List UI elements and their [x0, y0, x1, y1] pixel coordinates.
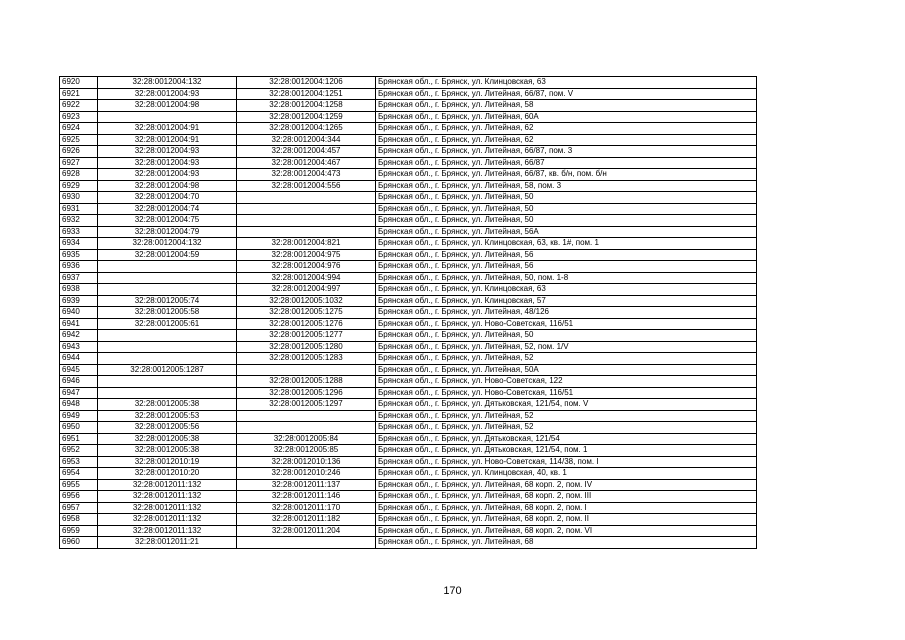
- object-cadastral-number-cell: 32:28:0012004:821: [237, 238, 376, 250]
- address-cell: Брянская обл., г. Брянск, ул. Литейная, 60А: [376, 111, 757, 123]
- object-cadastral-number-cell: 32:28:0012004:1206: [237, 77, 376, 89]
- cadastral-number-cell: 32:28:0012004:98: [98, 100, 237, 112]
- object-cadastral-number-cell: [237, 215, 376, 227]
- object-cadastral-number-cell: 32:28:0012011:170: [237, 502, 376, 514]
- object-cadastral-number-cell: 32:28:0012011:146: [237, 491, 376, 503]
- address-cell: Брянская обл., г. Брянск, ул. Литейная, 68 корп. 2, пом. II: [376, 514, 757, 526]
- object-cadastral-number-cell: 32:28:0012004:473: [237, 169, 376, 181]
- address-cell: Брянская обл., г. Брянск, ул. Литейная, 68 корп. 2, пом. VI: [376, 525, 757, 537]
- table-row: [60, 341, 757, 353]
- cadastral-number-cell: [98, 376, 237, 388]
- cadastral-number-cell: 32:28:0012004:93: [98, 146, 237, 158]
- table-row: [60, 169, 757, 181]
- row-number-cell: 6954: [60, 468, 98, 480]
- row-number-cell: 6947: [60, 387, 98, 399]
- row-number-cell: 6937: [60, 272, 98, 284]
- row-number-cell: 6922: [60, 100, 98, 112]
- address-cell: Брянская обл., г. Брянск, ул. Литейная, 68 корп. 2, пом. I: [376, 502, 757, 514]
- cadastral-number-cell: 32:28:0012005:38: [98, 399, 237, 411]
- row-number-cell: 6944: [60, 353, 98, 365]
- table-row: [60, 238, 757, 250]
- row-number-cell: 6936: [60, 261, 98, 273]
- address-cell: Брянская обл., г. Брянск, ул. Литейная, 68 корп. 2, пом. III: [376, 491, 757, 503]
- cadastral-number-cell: 32:28:0012011:132: [98, 491, 237, 503]
- row-number-cell: 6956: [60, 491, 98, 503]
- table-row: [60, 399, 757, 411]
- row-number-cell: 6928: [60, 169, 98, 181]
- cadastral-number-cell: 32:28:0012004:93: [98, 157, 237, 169]
- cadastral-number-cell: 32:28:0012011:132: [98, 479, 237, 491]
- table-row: [60, 525, 757, 537]
- object-cadastral-number-cell: 32:28:0012005:1275: [237, 307, 376, 319]
- row-number-cell: 6942: [60, 330, 98, 342]
- row-number-cell: 6934: [60, 238, 98, 250]
- table-row: [60, 491, 757, 503]
- object-cadastral-number-cell: 32:28:0012005:1032: [237, 295, 376, 307]
- address-cell: Брянская обл., г. Брянск, ул. Литейная, 58: [376, 100, 757, 112]
- address-cell: Брянская обл., г. Брянск, ул. Литейная, 68: [376, 537, 757, 549]
- table-row: [60, 307, 757, 319]
- registry-table-container: [59, 76, 757, 549]
- cadastral-number-cell: 32:28:0012010:20: [98, 468, 237, 480]
- row-number-cell: 6946: [60, 376, 98, 388]
- row-number-cell: 6945: [60, 364, 98, 376]
- object-cadastral-number-cell: 32:28:0012010:136: [237, 456, 376, 468]
- cadastral-number-cell: 32:28:0012011:21: [98, 537, 237, 549]
- object-cadastral-number-cell: 32:28:0012004:344: [237, 134, 376, 146]
- table-row: [60, 261, 757, 273]
- cadastral-number-cell: [98, 111, 237, 123]
- row-number-cell: 6938: [60, 284, 98, 296]
- object-cadastral-number-cell: 32:28:0012004:975: [237, 249, 376, 261]
- object-cadastral-number-cell: [237, 537, 376, 549]
- address-cell: Брянская обл., г. Брянск, ул. Ново-Советская, 122: [376, 376, 757, 388]
- address-cell: Брянская обл., г. Брянск, ул. Клинцовская, 63: [376, 77, 757, 89]
- object-cadastral-number-cell: 32:28:0012004:1258: [237, 100, 376, 112]
- cadastral-number-cell: 32:28:0012004:132: [98, 238, 237, 250]
- row-number-cell: 6950: [60, 422, 98, 434]
- object-cadastral-number-cell: 32:28:0012010:246: [237, 468, 376, 480]
- row-number-cell: 6958: [60, 514, 98, 526]
- address-cell: Брянская обл., г. Брянск, ул. Клинцовская, 40, кв. 1: [376, 468, 757, 480]
- row-number-cell: 6959: [60, 525, 98, 537]
- row-number-cell: 6931: [60, 203, 98, 215]
- row-number-cell: 6927: [60, 157, 98, 169]
- table-row: [60, 514, 757, 526]
- cadastral-number-cell: 32:28:0012004:93: [98, 169, 237, 181]
- address-cell: Брянская обл., г. Брянск, ул. Дятьковская, 121/54, пом. V: [376, 399, 757, 411]
- cadastral-number-cell: 32:28:0012005:38: [98, 445, 237, 457]
- row-number-cell: 6960: [60, 537, 98, 549]
- cadastral-number-cell: 32:28:0012005:53: [98, 410, 237, 422]
- object-cadastral-number-cell: 32:28:0012011:204: [237, 525, 376, 537]
- row-number-cell: 6939: [60, 295, 98, 307]
- cadastral-number-cell: 32:28:0012004:132: [98, 77, 237, 89]
- table-row: [60, 249, 757, 261]
- cadastral-number-cell: 32:28:0012011:132: [98, 525, 237, 537]
- cadastral-number-cell: 32:28:0012011:132: [98, 502, 237, 514]
- table-row: [60, 203, 757, 215]
- cadastral-number-cell: 32:28:0012004:91: [98, 123, 237, 135]
- table-row: [60, 433, 757, 445]
- object-cadastral-number-cell: 32:28:0012004:556: [237, 180, 376, 192]
- row-number-cell: 6940: [60, 307, 98, 319]
- table-row: [60, 456, 757, 468]
- address-cell: Брянская обл., г. Брянск, ул. Литейная, 66/87, кв. б/н, пом. б/н: [376, 169, 757, 181]
- row-number-cell: 6948: [60, 399, 98, 411]
- cadastral-number-cell: [98, 330, 237, 342]
- address-cell: Брянская обл., г. Брянск, ул. Литейная, 66/87: [376, 157, 757, 169]
- table-row: [60, 111, 757, 123]
- cadastral-number-cell: 32:28:0012004:93: [98, 88, 237, 100]
- address-cell: Брянская обл., г. Брянск, ул. Литейная, 66/87, пом. 3: [376, 146, 757, 158]
- address-cell: Брянская обл., г. Брянск, ул. Литейная, 56: [376, 261, 757, 273]
- cadastral-number-cell: 32:28:0012004:91: [98, 134, 237, 146]
- address-cell: Брянская обл., г. Брянск, ул. Литейная, 56: [376, 249, 757, 261]
- row-number-cell: 6924: [60, 123, 98, 135]
- cadastral-number-cell: 32:28:0012004:98: [98, 180, 237, 192]
- table-row: [60, 376, 757, 388]
- table-row: [60, 353, 757, 365]
- object-cadastral-number-cell: 32:28:0012004:976: [237, 261, 376, 273]
- object-cadastral-number-cell: [237, 192, 376, 204]
- cadastral-number-cell: 32:28:0012004:79: [98, 226, 237, 238]
- object-cadastral-number-cell: 32:28:0012005:1280: [237, 341, 376, 353]
- cadastral-number-cell: [98, 284, 237, 296]
- cadastral-number-cell: 32:28:0012004:59: [98, 249, 237, 261]
- cadastral-number-cell: 32:28:0012005:56: [98, 422, 237, 434]
- address-cell: Брянская обл., г. Брянск, ул. Литейная, 52: [376, 353, 757, 365]
- registry-table: [59, 76, 757, 549]
- table-row: [60, 272, 757, 284]
- object-cadastral-number-cell: 32:28:0012004:997: [237, 284, 376, 296]
- address-cell: Брянская обл., г. Брянск, ул. Ново-Советская, 116/51: [376, 387, 757, 399]
- row-number-cell: 6953: [60, 456, 98, 468]
- table-row: [60, 180, 757, 192]
- row-number-cell: 6955: [60, 479, 98, 491]
- row-number-cell: 6951: [60, 433, 98, 445]
- cadastral-number-cell: [98, 341, 237, 353]
- object-cadastral-number-cell: 32:28:0012005:1296: [237, 387, 376, 399]
- object-cadastral-number-cell: 32:28:0012004:467: [237, 157, 376, 169]
- table-row: [60, 88, 757, 100]
- row-number-cell: 6932: [60, 215, 98, 227]
- address-cell: Брянская обл., г. Брянск, ул. Литейная, 62: [376, 134, 757, 146]
- object-cadastral-number-cell: 32:28:0012011:182: [237, 514, 376, 526]
- address-cell: Брянская обл., г. Брянск, ул. Литейная, 48/126: [376, 307, 757, 319]
- table-row: [60, 77, 757, 89]
- table-row: [60, 295, 757, 307]
- row-number-cell: 6943: [60, 341, 98, 353]
- row-number-cell: 6930: [60, 192, 98, 204]
- table-row: [60, 502, 757, 514]
- address-cell: Брянская обл., г. Брянск, ул. Литейная, 50: [376, 330, 757, 342]
- address-cell: Брянская обл., г. Брянск, ул. Литейная, 50, пом. 1-8: [376, 272, 757, 284]
- object-cadastral-number-cell: 32:28:0012011:137: [237, 479, 376, 491]
- table-row: [60, 387, 757, 399]
- row-number-cell: 6952: [60, 445, 98, 457]
- table-row: [60, 422, 757, 434]
- table-row: [60, 330, 757, 342]
- table-row: [60, 318, 757, 330]
- address-cell: Брянская обл., г. Брянск, ул. Клинцовская, 63, кв. 1#, пом. 1: [376, 238, 757, 250]
- address-cell: Брянская обл., г. Брянск, ул. Литейная, 58, пом. 3: [376, 180, 757, 192]
- row-number-cell: 6957: [60, 502, 98, 514]
- address-cell: Брянская обл., г. Брянск, ул. Литейная, 52: [376, 410, 757, 422]
- object-cadastral-number-cell: 32:28:0012005:84: [237, 433, 376, 445]
- object-cadastral-number-cell: 32:28:0012005:1276: [237, 318, 376, 330]
- address-cell: Брянская обл., г. Брянск, ул. Литейная, 50А: [376, 364, 757, 376]
- object-cadastral-number-cell: [237, 226, 376, 238]
- cadastral-number-cell: 32:28:0012010:19: [98, 456, 237, 468]
- cadastral-number-cell: 32:28:0012005:38: [98, 433, 237, 445]
- table-row: [60, 410, 757, 422]
- table-row: [60, 192, 757, 204]
- address-cell: Брянская обл., г. Брянск, ул. Дятьковская, 121/54: [376, 433, 757, 445]
- cadastral-number-cell: [98, 261, 237, 273]
- address-cell: Брянская обл., г. Брянск, ул. Ново-Советская, 114/38, пом. I: [376, 456, 757, 468]
- object-cadastral-number-cell: 32:28:0012005:85: [237, 445, 376, 457]
- address-cell: Брянская обл., г. Брянск, ул. Литейная, 50: [376, 203, 757, 215]
- object-cadastral-number-cell: 32:28:0012004:994: [237, 272, 376, 284]
- object-cadastral-number-cell: [237, 203, 376, 215]
- cadastral-number-cell: 32:28:0012005:61: [98, 318, 237, 330]
- address-cell: Брянская обл., г. Брянск, ул. Дятьковская, 121/54, пом. 1: [376, 445, 757, 457]
- table-row: [60, 468, 757, 480]
- table-row: [60, 215, 757, 227]
- table-row: [60, 100, 757, 112]
- cadastral-number-cell: [98, 353, 237, 365]
- cadastral-number-cell: [98, 272, 237, 284]
- object-cadastral-number-cell: 32:28:0012005:1277: [237, 330, 376, 342]
- address-cell: Брянская обл., г. Брянск, ул. Ново-Советская, 116/51: [376, 318, 757, 330]
- object-cadastral-number-cell: [237, 364, 376, 376]
- table-row: [60, 134, 757, 146]
- object-cadastral-number-cell: 32:28:0012004:1265: [237, 123, 376, 135]
- table-row: [60, 364, 757, 376]
- row-number-cell: 6935: [60, 249, 98, 261]
- table-row: [60, 537, 757, 549]
- address-cell: Брянская обл., г. Брянск, ул. Литейная, 68 корп. 2, пом. IV: [376, 479, 757, 491]
- row-number-cell: 6925: [60, 134, 98, 146]
- page-number: 170: [443, 585, 462, 597]
- address-cell: Брянская обл., г. Брянск, ул. Клинцовская, 63: [376, 284, 757, 296]
- row-number-cell: 6926: [60, 146, 98, 158]
- object-cadastral-number-cell: 32:28:0012004:1259: [237, 111, 376, 123]
- table-row: [60, 445, 757, 457]
- cadastral-number-cell: [98, 387, 237, 399]
- row-number-cell: 6941: [60, 318, 98, 330]
- row-number-cell: 6923: [60, 111, 98, 123]
- registry-table-body: [60, 77, 757, 549]
- address-cell: Брянская обл., г. Брянск, ул. Литейная, 52: [376, 422, 757, 434]
- address-cell: Брянская обл., г. Брянск, ул. Литейная, 62: [376, 123, 757, 135]
- address-cell: Брянская обл., г. Брянск, ул. Литейная, 50: [376, 192, 757, 204]
- table-row: [60, 226, 757, 238]
- table-row: [60, 479, 757, 491]
- object-cadastral-number-cell: 32:28:0012004:457: [237, 146, 376, 158]
- row-number-cell: 6921: [60, 88, 98, 100]
- cadastral-number-cell: 32:28:0012005:1287: [98, 364, 237, 376]
- row-number-cell: 6949: [60, 410, 98, 422]
- row-number-cell: 6929: [60, 180, 98, 192]
- cadastral-number-cell: 32:28:0012004:74: [98, 203, 237, 215]
- cadastral-number-cell: 32:28:0012005:58: [98, 307, 237, 319]
- address-cell: Брянская обл., г. Брянск, ул. Литейная, 66/87, пом. V: [376, 88, 757, 100]
- address-cell: Брянская обл., г. Брянск, ул. Литейная, 52, пом. 1/V: [376, 341, 757, 353]
- cadastral-number-cell: 32:28:0012004:75: [98, 215, 237, 227]
- table-row: [60, 157, 757, 169]
- object-cadastral-number-cell: 32:28:0012004:1251: [237, 88, 376, 100]
- object-cadastral-number-cell: [237, 410, 376, 422]
- cadastral-number-cell: 32:28:0012005:74: [98, 295, 237, 307]
- table-row: [60, 284, 757, 296]
- object-cadastral-number-cell: 32:28:0012005:1283: [237, 353, 376, 365]
- table-row: [60, 146, 757, 158]
- object-cadastral-number-cell: [237, 422, 376, 434]
- cadastral-number-cell: 32:28:0012011:132: [98, 514, 237, 526]
- table-row: [60, 123, 757, 135]
- address-cell: Брянская обл., г. Брянск, ул. Литейная, 56А: [376, 226, 757, 238]
- object-cadastral-number-cell: 32:28:0012005:1288: [237, 376, 376, 388]
- row-number-cell: 6920: [60, 77, 98, 89]
- object-cadastral-number-cell: 32:28:0012005:1297: [237, 399, 376, 411]
- row-number-cell: 6933: [60, 226, 98, 238]
- cadastral-number-cell: 32:28:0012004:70: [98, 192, 237, 204]
- address-cell: Брянская обл., г. Брянск, ул. Литейная, 50: [376, 215, 757, 227]
- address-cell: Брянская обл., г. Брянск, ул. Клинцовская, 57: [376, 295, 757, 307]
